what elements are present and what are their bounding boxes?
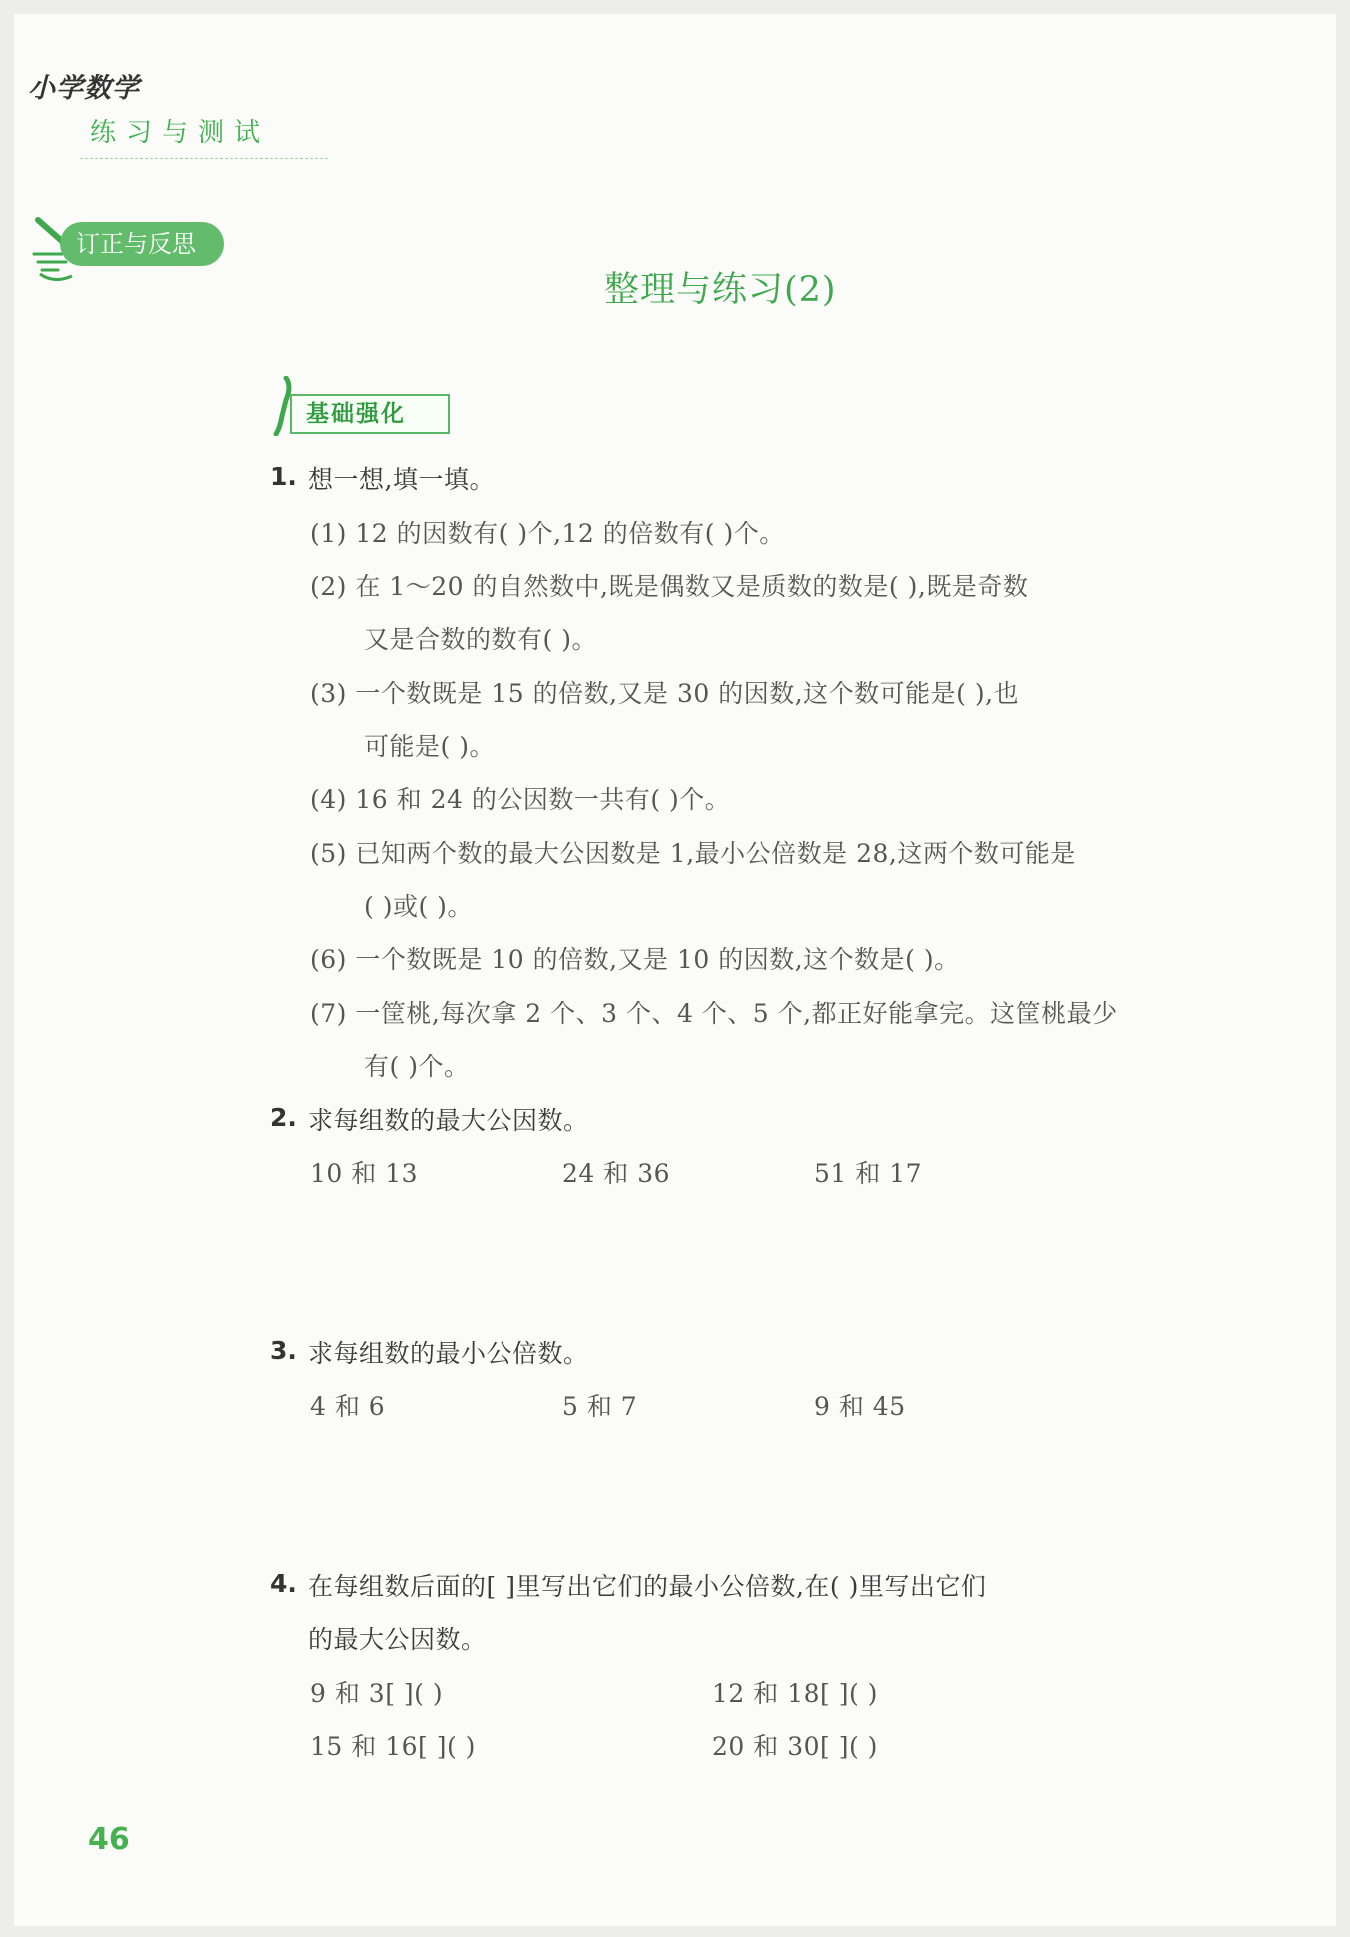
q4-item-2: 12 和 18[ ]( )	[712, 1679, 878, 1708]
q1-line-5: 可能是( )。	[364, 732, 495, 761]
brand-underline	[80, 158, 328, 159]
q4-item-4: 20 和 30[ ]( )	[712, 1732, 878, 1761]
q1-line-7: (5) 已知两个数的最大公因数是 1,最小公倍数是 28,这两个数可能是	[310, 839, 1076, 868]
q1-line-8: ( )或( )。	[364, 892, 473, 921]
q2-prompt: 求每组数的最大公因数。	[308, 1106, 589, 1135]
page-number: 46	[88, 1822, 130, 1857]
section-badge: 基础强化	[290, 394, 450, 434]
brand-title: 小学数学	[28, 73, 140, 104]
q3-group-1: 4 和 6	[310, 1392, 386, 1421]
q2-group-2: 24 和 36	[562, 1159, 671, 1188]
q4-prompt-line-2: 的最大公因数。	[308, 1625, 487, 1654]
q4-number: 4.	[270, 1569, 297, 1598]
q3-group-3: 9 和 45	[814, 1392, 906, 1421]
q2-group-1: 10 和 13	[310, 1159, 419, 1188]
q4-item-3: 15 和 16[ ]( )	[310, 1732, 476, 1761]
q3-number: 3.	[270, 1336, 297, 1365]
margin-label-correction: 订正与反思	[60, 222, 224, 266]
q1-line-9: (6) 一个数既是 10 的倍数,又是 10 的因数,这个数是( )。	[310, 945, 960, 974]
q1-number: 1.	[270, 462, 297, 491]
q1-line-4: (3) 一个数既是 15 的倍数,又是 30 的因数,这个数可能是( ),也	[310, 679, 1020, 708]
q1-line-1: (1) 12 的因数有( )个,12 的倍数有( )个。	[310, 519, 785, 548]
q1-line-2: (2) 在 1～20 的自然数中,既是偶数又是质数的数是( ),既是奇数	[310, 572, 1029, 601]
q4-item-1: 9 和 3[ ]( )	[310, 1679, 444, 1708]
q1-line-6: (4) 16 和 24 的公因数一共有( )个。	[310, 785, 731, 814]
q3-group-2: 5 和 7	[562, 1392, 638, 1421]
q1-line-10: (7) 一筐桃,每次拿 2 个、3 个、4 个、5 个,都正好能拿完。这筐桃最少	[310, 999, 1118, 1028]
q1-line-3: 又是合数的数有( )。	[364, 625, 597, 654]
page-title: 整理与练习(2)	[604, 270, 837, 310]
q4-prompt-line-1: 在每组数后面的[ ]里写出它们的最小公倍数,在( )里写出它们	[308, 1572, 987, 1601]
q1-line-11: 有( )个。	[364, 1052, 470, 1081]
q2-number: 2.	[270, 1103, 297, 1132]
brand-subtitle: 练习与测试	[90, 118, 271, 148]
q2-group-3: 51 和 17	[814, 1159, 923, 1188]
q1-prompt: 想一想,填一填。	[308, 465, 495, 494]
q3-prompt: 求每组数的最小公倍数。	[308, 1339, 589, 1368]
